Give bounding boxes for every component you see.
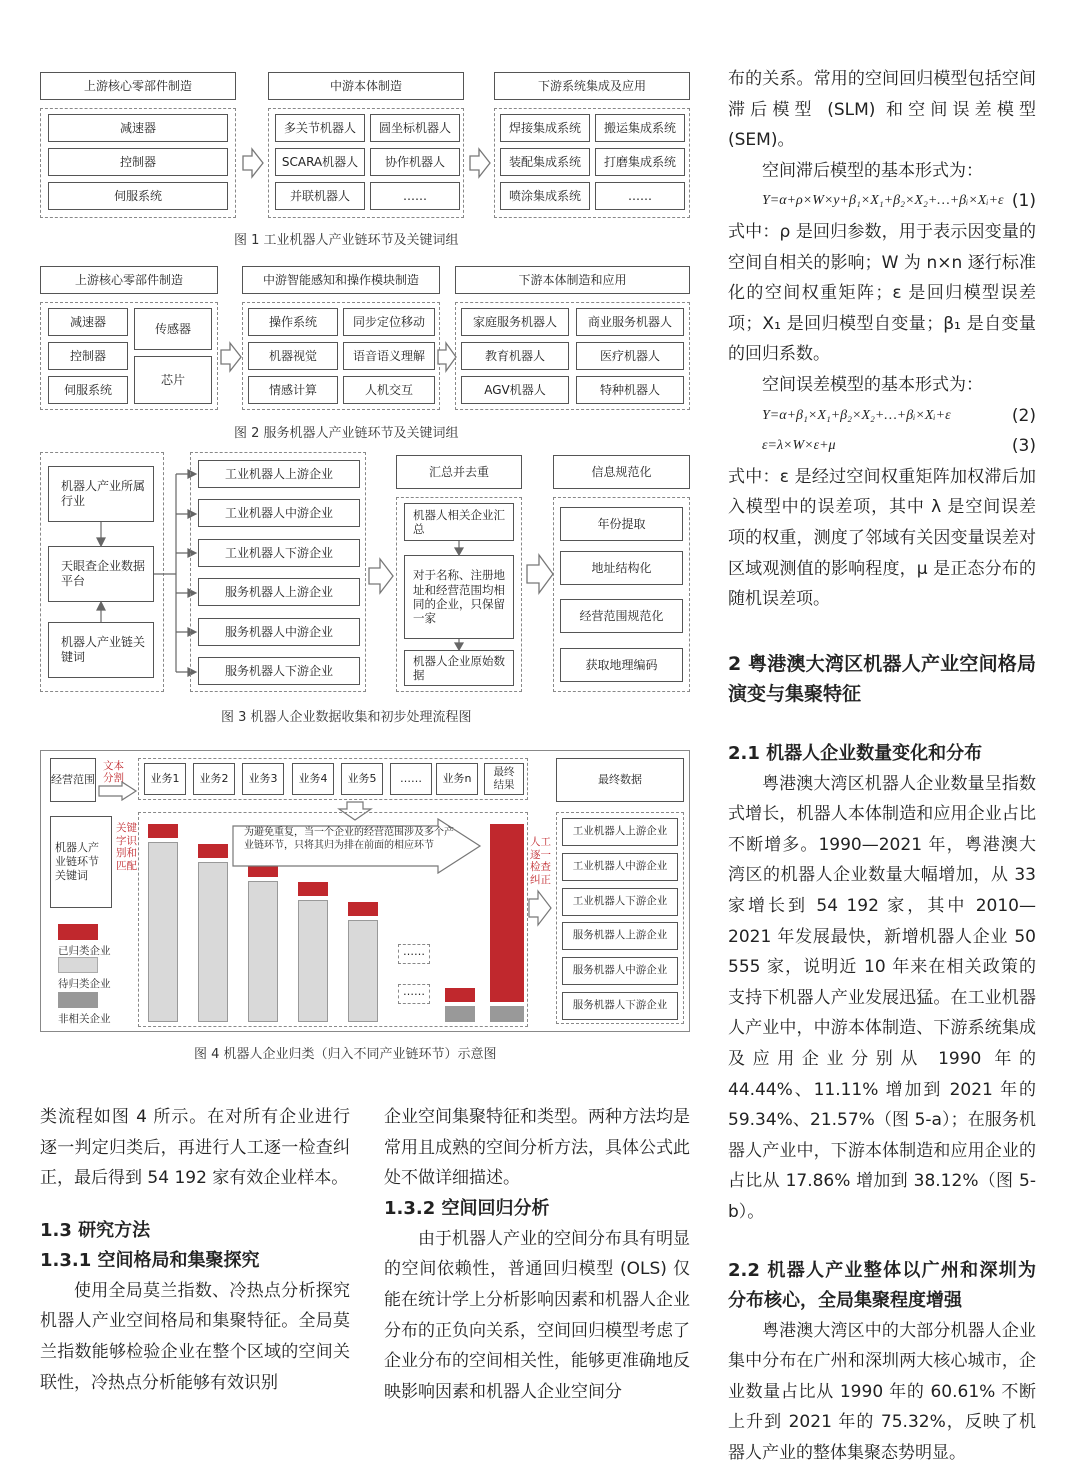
fig3-caption: 图 3 机器人企业数据收集和初步处理流程图: [221, 710, 472, 725]
fig1-arrow-2: [469, 148, 491, 182]
fig4-final-item: 工业机器人下游企业: [562, 888, 678, 916]
fig1-down-item: 喷涂集成系统: [500, 182, 590, 210]
formula-2-number: (2): [1011, 405, 1036, 426]
section-1-3-2-heading: 1.3.2 空间回归分析: [384, 1197, 550, 1219]
fig4-final-item: 服务机器人上游企业: [562, 922, 678, 950]
section-2-2-heading: 2.2 机器人产业整体以广州和深圳为分布核心，全局集聚程度增强: [728, 1259, 1036, 1311]
fig1-mid-item: 圆坐标机器人: [370, 114, 460, 142]
fig4-scope: 经营范围: [50, 758, 96, 802]
formula-1-expression: Y=α+ρ×W×y+β₁×X₁+β₂×X₂+…+βᵢ×Xᵢ+ε: [762, 193, 1004, 209]
fig1-up-item: 控制器: [48, 148, 228, 176]
fig3-category-item: 服务机器人中游企业: [198, 618, 360, 646]
fig2-mid-item: 情感计算: [248, 376, 338, 404]
right-column: [728, 64, 1036, 1469]
fig4-business-final: 最终结果: [484, 763, 524, 795]
fig3-normalize-item: 获取地理编码: [560, 648, 683, 682]
fig1-down-item: 装配集成系统: [500, 148, 590, 176]
fig2-mid-item: 机器视觉: [248, 342, 338, 370]
fig1-arrow-1: [242, 148, 264, 182]
fig4-final-item: 服务机器人中游企业: [562, 957, 678, 985]
fig4-bar-pending: [248, 881, 278, 1022]
fig3-source-item: 天眼查企业数据平台: [48, 546, 154, 602]
fig3-category-group: [190, 452, 366, 692]
fig2-mid-item: 语音语义理解: [343, 342, 435, 370]
fig4-business: ……: [390, 763, 432, 795]
fig2-header-upstream: 上游核心零部件制造: [40, 266, 218, 294]
fig3-normalize-item: 年份提取: [560, 507, 683, 541]
fig1-down-item: ……: [595, 182, 685, 210]
fig3-normalize-item: 经营范围规范化: [560, 599, 683, 633]
formula-1-number: (1): [1011, 191, 1036, 212]
middle-paragraph-2: 由于机器人产业的空间分布具有明显的空间依赖性，普通回归模型 (OLS) 仅能在统计学上分析影响因素和机器人企业分布的正负向关系，空间回归模型考虑了企业分布的空间相关性，能够更准确地反映影响因素和机器人企业空间分: [384, 1228, 690, 1402]
fig2-down-item: 家庭服务机器人: [461, 308, 569, 336]
fig4-legend-swatch-classified: [58, 924, 98, 940]
fig3-dedupe-arrows: [450, 540, 470, 652]
fig4-right-arrow: [528, 890, 552, 926]
fig4-note: 为避免重复，当一个企业的经营范围涉及多个产业链环节，只将其归为排在前面的相应环节: [244, 827, 454, 851]
formula-2-expression: Y=α+β₁×X₁+β₂×X₂+…+βᵢ×Xᵢ+ε: [762, 407, 951, 423]
fig4-bar-classified: [445, 988, 475, 1002]
right-paragraph-4: 空间误差模型的基本形式为：: [762, 374, 983, 395]
fig2-down-item: AGV机器人: [461, 376, 569, 404]
fig4-business: 业务2: [193, 763, 235, 795]
fig3-normalize-item: 地址结构化: [560, 551, 683, 585]
fig2-up-item: 芯片: [134, 356, 212, 404]
fig4-legend-swatch-unrelated: [58, 992, 98, 1008]
fig2-caption: 图 2 服务机器人产业链环节及关键词组: [234, 426, 459, 441]
left-paragraph-1: 类流程如图 4 所示。在对所有企业进行逐一判定归类后，再进行人工逐一检查纠正，最后得到 54 192 家有效企业样本。: [40, 1107, 350, 1189]
fig4-business: 业务1: [144, 763, 186, 795]
fig1-header-downstream: 下游系统集成及应用: [494, 72, 690, 100]
fig4-bar-classified: [348, 902, 378, 916]
fig4-bar-pending: [148, 842, 178, 1022]
fig4-final-item: 工业机器人上游企业: [562, 818, 678, 846]
fig2-mid-item: 操作系统: [248, 308, 338, 336]
section-1-3-1-heading: 1.3.1 空间格局和集聚探究: [40, 1249, 260, 1271]
fig4-keyword-match: 关键字识别和匹配: [116, 822, 137, 872]
fig3-category-item: 工业机器人下游企业: [198, 539, 360, 567]
fig1-mid-item: 多关节机器人: [275, 114, 365, 142]
fig4-final-item: 服务机器人下游企业: [562, 992, 678, 1020]
right-paragraph-1: 布的关系。常用的空间回归模型包括空间滞后模型 (SLM) 和空间误差模型 (SEM)。: [728, 69, 1036, 151]
fig4-bar-classified: [198, 844, 228, 858]
right-paragraph-3: 式中：ρ 是回归参数，用于表示因变量的空间自相关的影响；W 为 n×n 逐行标准化的空间权重矩阵；ε 是回归模型误差项；X₁ 是回归模型自变量；β₁ 是自变量的回归系数。: [728, 221, 1036, 365]
fig3-category-item: 工业机器人上游企业: [198, 460, 360, 488]
fig4-dots: ……: [398, 984, 430, 1004]
fig2-down-item: 医疗机器人: [576, 342, 684, 370]
fig3-dedupe-item: 机器人企业原始数据: [404, 650, 514, 686]
right-paragraph-2: 空间滞后模型的基本形式为：: [762, 160, 983, 181]
fig4-final-item: 工业机器人中游企业: [562, 853, 678, 881]
fig2-down-item: 商业服务机器人: [576, 308, 684, 336]
fig3-category-item: 工业机器人中游企业: [198, 499, 360, 527]
fig2-mid-item: 人机交互: [343, 376, 435, 404]
fig4-split-arrow: [98, 782, 138, 802]
fig2-arrow-2: [437, 342, 457, 376]
section-2-heading: 2 粤港澳大湾区机器人产业空间格局演变与集聚特征: [728, 652, 1036, 705]
fig4-bar-final: [490, 824, 524, 1002]
right-paragraph-6: 粤港澳大湾区机器人企业数量呈指数式增长，机器人本体制造和应用企业占比不断增多。1990—2021 年，粤港澳大湾区的机器人企业数量大幅增加，从 33 家增长到 54 192 家，其中 2010—2021 年发展最快，新增机器人企业 50 555 家，说明近 10 年来在相关政策的支持下机器人产业发展迅猛。在工业机器人产业中，中游本体制造、下游系统集成及应用企业分别从 1990 年的 44.44%、11.11% 增加到 2021 年的 59.34%、21.57%（图 5-a）；在服务机器人产业中，下游本体制造和应用企业的占比从 17.86% 增加到 38.12%（图 5-b）。: [728, 773, 1036, 1222]
fig4-bar-pending: [198, 862, 228, 1022]
fig3-normalize-header: 信息规范化: [553, 455, 690, 489]
fig1-down-item: 焊接集成系统: [500, 114, 590, 142]
fig1-mid-item: 协作机器人: [370, 148, 460, 176]
fig1-mid-item: 并联机器人: [275, 182, 365, 210]
fig2-down-item: 教育机器人: [461, 342, 569, 370]
fig4-business: 业务4: [292, 763, 334, 795]
fig4-final-data: 最终数据: [556, 758, 684, 802]
section-2-1-heading: 2.1 机器人企业数量变化和分布: [728, 742, 983, 764]
section-1-3-heading: 1.3 研究方法: [40, 1219, 151, 1241]
fig4-caption: 图 4 机器人企业归类（归入不同产业链环节）示意图: [194, 1047, 497, 1062]
fig2-down-item: 特种机器人: [576, 376, 684, 404]
fig4-text-split: 文本分割: [103, 760, 124, 785]
fig1-mid-item: ……: [370, 182, 460, 210]
fig1-up-item: 伺服系统: [48, 182, 228, 210]
fig4-business: 业务3: [242, 763, 284, 795]
fig4-legend-classified: 已归类企业: [58, 945, 111, 957]
left-paragraph-2: 使用全局莫兰指数、冷热点分析探究机器人产业空间格局和集聚特征。全局莫兰指数能够检验企业在整个区域的空间关联性，冷热点分析能够有效识别: [40, 1280, 350, 1393]
fig4-bar-unrelated: [445, 1006, 475, 1022]
fig3-arrow-1: [368, 558, 394, 598]
formula-3-number: (3): [1011, 436, 1036, 457]
fig2-header-downstream: 下游本体制造和应用: [455, 266, 690, 294]
fig1-down-item: 打磨集成系统: [595, 148, 685, 176]
fig3-dedupe-item: 对于名称、注册地址和经营范围均相同的企业，只保留一家: [404, 555, 514, 639]
formula-1: [728, 186, 1036, 217]
formula-3: [728, 431, 1036, 462]
fig1-mid-item: SCARA机器人: [275, 148, 365, 176]
fig4-bar-unrelated: [490, 1006, 524, 1022]
fig4-bar-classified: [148, 824, 178, 838]
fig4-bar-classified: [298, 882, 328, 896]
fig2-header-midstream: 中游智能感知和操作模块制造: [242, 266, 440, 294]
fig2-mid-item: 同步定位移动: [343, 308, 435, 336]
fig4-bar-pending: [298, 900, 328, 1022]
fig3-source-item: 机器人产业链关键词: [48, 622, 154, 678]
fig1-header-midstream: 中游本体制造: [268, 72, 464, 100]
fig2-up-item: 减速器: [48, 308, 128, 336]
fig4-keywords: 机器人产业链环节关键词: [50, 816, 112, 908]
fig4-legend-unrelated: 非相关企业: [58, 1013, 111, 1025]
fig1-down-item: 搬运集成系统: [595, 114, 685, 142]
fig1-header-upstream: 上游核心零部件制造: [40, 72, 236, 100]
fig4-business: 业务5: [341, 763, 383, 795]
fig3-arrow-2: [526, 554, 554, 598]
fig2-up-item: 伺服系统: [48, 376, 128, 404]
fig3-source-item: 机器人产业所属行业: [48, 466, 154, 522]
fig4-business: 业务n: [436, 763, 478, 795]
fig3-dedupe-header: 汇总并去重: [396, 455, 522, 489]
fig2-up-item: 传感器: [134, 308, 212, 350]
right-paragraph-7: 粤港澳大湾区中的大部分机器人企业集中分布在广州和深圳两大核心城市，企业数量占比从 1990 年的 60.61% 不断上升到 2021 年的 75.32%，反映了机器人产业的整体集聚态势明显。: [728, 1320, 1036, 1463]
fig4-legend-pending: 待归类企业: [58, 978, 111, 990]
middle-column: [384, 1102, 690, 1407]
fig3-category-item: 服务机器人下游企业: [198, 657, 360, 685]
fig3-category-item: 服务机器人上游企业: [198, 578, 360, 606]
fig4-legend-swatch-pending: [58, 957, 98, 973]
right-paragraph-5: 式中：ε 是经过空间权重矩阵加权滞后加入模型中的误差项，其中 λ 是空间误差项的权重，测度了邻域有关因变量误差对区域观测值的影响程度，μ 是正态分布的随机误差项。: [728, 466, 1036, 610]
left-column: [40, 1102, 350, 1398]
formula-3-expression: ε=λ×W×ε+μ: [762, 438, 836, 454]
fig2-arrow-1: [220, 342, 242, 376]
formula-2: [728, 401, 1036, 432]
fig2-up-item: 控制器: [48, 342, 128, 370]
fig4-bar-pending: [348, 920, 378, 1022]
fig1-caption: 图 1 工业机器人产业链环节及关键词组: [234, 233, 459, 248]
fig3-dedupe-item: 机器人相关企业汇总: [404, 503, 514, 541]
fig4-manual-check: 人工逐一检查纠正: [530, 836, 551, 886]
middle-paragraph-1: 企业空间集聚特征和类型。两种方法均是常用且成熟的空间分析方法，具体公式此处不做详细描述。: [384, 1107, 690, 1189]
fig1-up-item: 减速器: [48, 114, 228, 142]
fig4-dots: ……: [398, 944, 430, 964]
